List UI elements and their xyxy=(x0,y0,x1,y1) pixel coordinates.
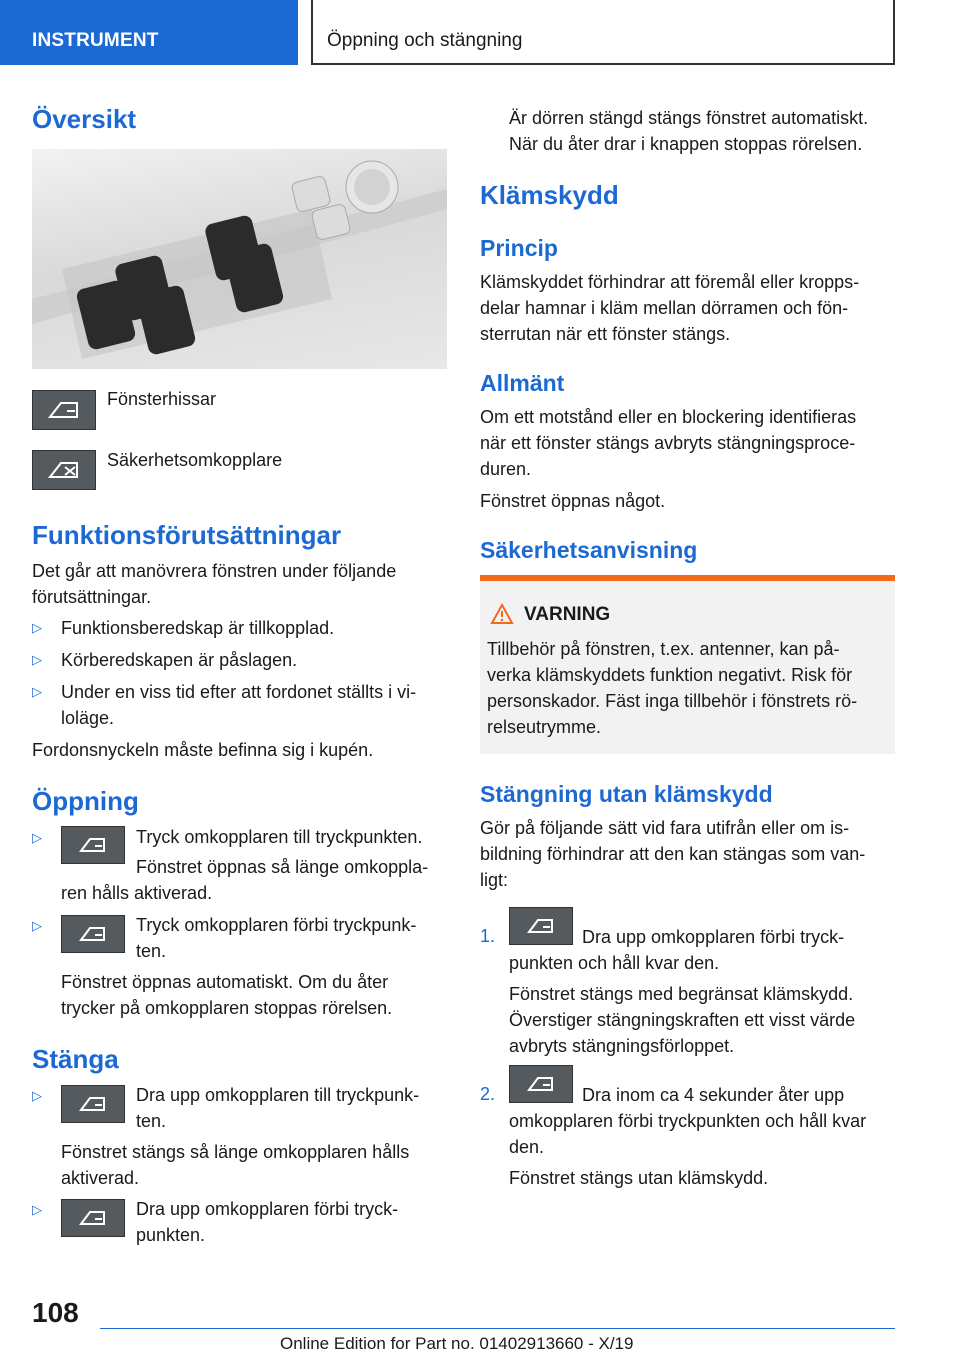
nopinch-1: Gör på följande sätt vid fara utifrån eller om is- xyxy=(480,818,850,838)
warning-triangle-icon xyxy=(490,603,514,630)
bullet-icon: ▷ xyxy=(32,652,42,667)
bullet-icon: ▷ xyxy=(32,684,42,699)
bullet-icon: ▷ xyxy=(32,620,42,635)
footer-divider xyxy=(100,1328,895,1329)
window-switch-photo xyxy=(32,149,447,369)
open-b1-3: ren hålls aktiverad. xyxy=(61,883,213,903)
nopinch-heading: Stängning utan klämskydd xyxy=(480,781,773,807)
warning-3: personskador. Fäst inga tillbehör i fönstrets rö- xyxy=(487,691,858,711)
step1-1: Dra upp omkopplaren förbi tryck- xyxy=(582,927,845,947)
step1-4: Överstiger stängningskraften ett visst värde xyxy=(509,1010,856,1030)
window-lift-icon xyxy=(509,907,573,945)
edition-text: Online Edition for Part no. 01402913660 - X/19 xyxy=(280,1334,634,1353)
warning-1: Tillbehör på fönstren, t.ex. antenner, kan på- xyxy=(487,639,840,659)
close-b1-1: Dra upp omkopplaren till tryckpunk- xyxy=(136,1085,420,1105)
step2-2: omkopplaren förbi tryckpunkten och håll kvar xyxy=(509,1111,867,1131)
step2-1: Dra inom ca 4 sekunder åter upp xyxy=(582,1085,845,1105)
func-note: Fordonsnyckeln måste befinna sig i kupén. xyxy=(32,740,374,760)
step1-2: punkten och håll kvar den. xyxy=(509,953,720,973)
warning-label: VARNING xyxy=(524,604,611,625)
func-intro-2: förutsättningar. xyxy=(32,587,152,607)
general-3: duren. xyxy=(480,459,532,479)
close-heading: Stänga xyxy=(32,1044,119,1074)
func-bullet-2: Körberedskapen är påslagen. xyxy=(61,650,298,670)
bullet-icon: ▷ xyxy=(32,1202,42,1217)
general-4: Fönstret öppnas något. xyxy=(480,491,666,511)
close-b1-3: Fönstret stängs så länge omkopplaren hålls xyxy=(61,1142,410,1162)
pinch-heading: Klämskydd xyxy=(480,180,619,210)
nopinch-3: ligt: xyxy=(480,870,509,890)
principle-heading: Princip xyxy=(480,235,558,261)
step-2-number: 2. xyxy=(480,1084,496,1104)
close-b1-4: aktiverad. xyxy=(61,1168,140,1188)
close-b2-2: punkten. xyxy=(136,1225,206,1245)
func-bullet-1: Funktionsberedskap är tillkopplad. xyxy=(61,618,335,638)
legend-safety-switch: Säkerhetsomkopplare xyxy=(107,450,283,470)
open-b2-1: Tryck omkopplaren förbi tryckpunk- xyxy=(136,915,417,935)
close-b1-2: ten. xyxy=(136,1111,167,1131)
warning-box xyxy=(480,575,895,754)
step1-3: Fönstret stängs med begränsat klämskydd. xyxy=(509,984,854,1004)
close-b2-1: Dra upp omkopplaren förbi tryck- xyxy=(136,1199,399,1219)
general-2: när ett fönster stängs avbryts stängningsproce- xyxy=(480,433,856,453)
func-intro-1: Det går att manövrera fönstren under följande xyxy=(32,561,397,581)
open-b1-2: Fönstret öppnas så länge omkoppla- xyxy=(136,857,429,877)
warning-4: relseutrymme. xyxy=(487,717,602,737)
open-b2-4: trycker på omkopplaren stoppas rörelsen. xyxy=(61,998,393,1018)
nopinch-2: bildning förhindrar att den kan stängas som van- xyxy=(480,844,866,864)
cont-1: Är dörren stängd stängs fönstret automatiskt. xyxy=(509,108,869,128)
open-b2-2: ten. xyxy=(136,941,167,961)
window-lift-icon xyxy=(32,390,96,430)
legend-window-lift: Fönsterhissar xyxy=(107,389,217,409)
func-bullet-3b: loläge. xyxy=(61,708,115,728)
section-tab xyxy=(0,0,298,65)
window-lift-icon xyxy=(61,1199,125,1237)
principle-1: Klämskyddet förhindrar att föremål eller kropps- xyxy=(480,272,860,292)
window-lift-icon xyxy=(509,1065,573,1103)
cont-2: När du åter drar i knappen stoppas rörelsen. xyxy=(509,134,863,154)
window-lift-icon xyxy=(61,826,125,864)
chapter-label: Öppning och stängning xyxy=(327,30,523,51)
open-b2-3: Fönstret öppnas automatiskt. Om du åter xyxy=(61,972,389,992)
bullet-icon: ▷ xyxy=(32,830,42,845)
open-heading: Öppning xyxy=(32,786,139,816)
safety-switch-icon xyxy=(32,450,96,490)
step-1-number: 1. xyxy=(480,926,496,946)
principle-3: sterrutan när ett fönster stängs. xyxy=(480,324,731,344)
general-heading: Allmänt xyxy=(480,370,565,396)
func-bullet-3a: Under en viss tid efter att fordonet ställts i vi- xyxy=(61,682,417,702)
section-label: INSTRUMENT xyxy=(32,30,159,51)
step2-4: Fönstret stängs utan klämskydd. xyxy=(509,1168,769,1188)
overview-heading: Översikt xyxy=(32,104,137,134)
warning-2: verka klämskyddets funktion negativt. Risk för xyxy=(487,665,853,685)
chapter-header xyxy=(311,0,895,65)
page-number: 108 xyxy=(32,1297,79,1328)
bullet-icon: ▷ xyxy=(32,918,42,933)
open-b1-1: Tryck omkopplaren till tryckpunkten. xyxy=(136,827,423,847)
step2-3: den. xyxy=(509,1137,545,1157)
func-heading: Funktionsförutsättningar xyxy=(32,520,342,550)
principle-2: delar hamnar i kläm mellan dörramen och fön- xyxy=(480,298,849,318)
general-1: Om ett motstånd eller en blockering identifieras xyxy=(480,407,857,427)
window-lift-icon xyxy=(61,1085,125,1123)
step1-5: avbryts stängningsförloppet. xyxy=(509,1036,735,1056)
bullet-icon: ▷ xyxy=(32,1088,42,1103)
window-lift-icon xyxy=(61,915,125,953)
safety-heading: Säkerhetsanvisning xyxy=(480,537,698,563)
